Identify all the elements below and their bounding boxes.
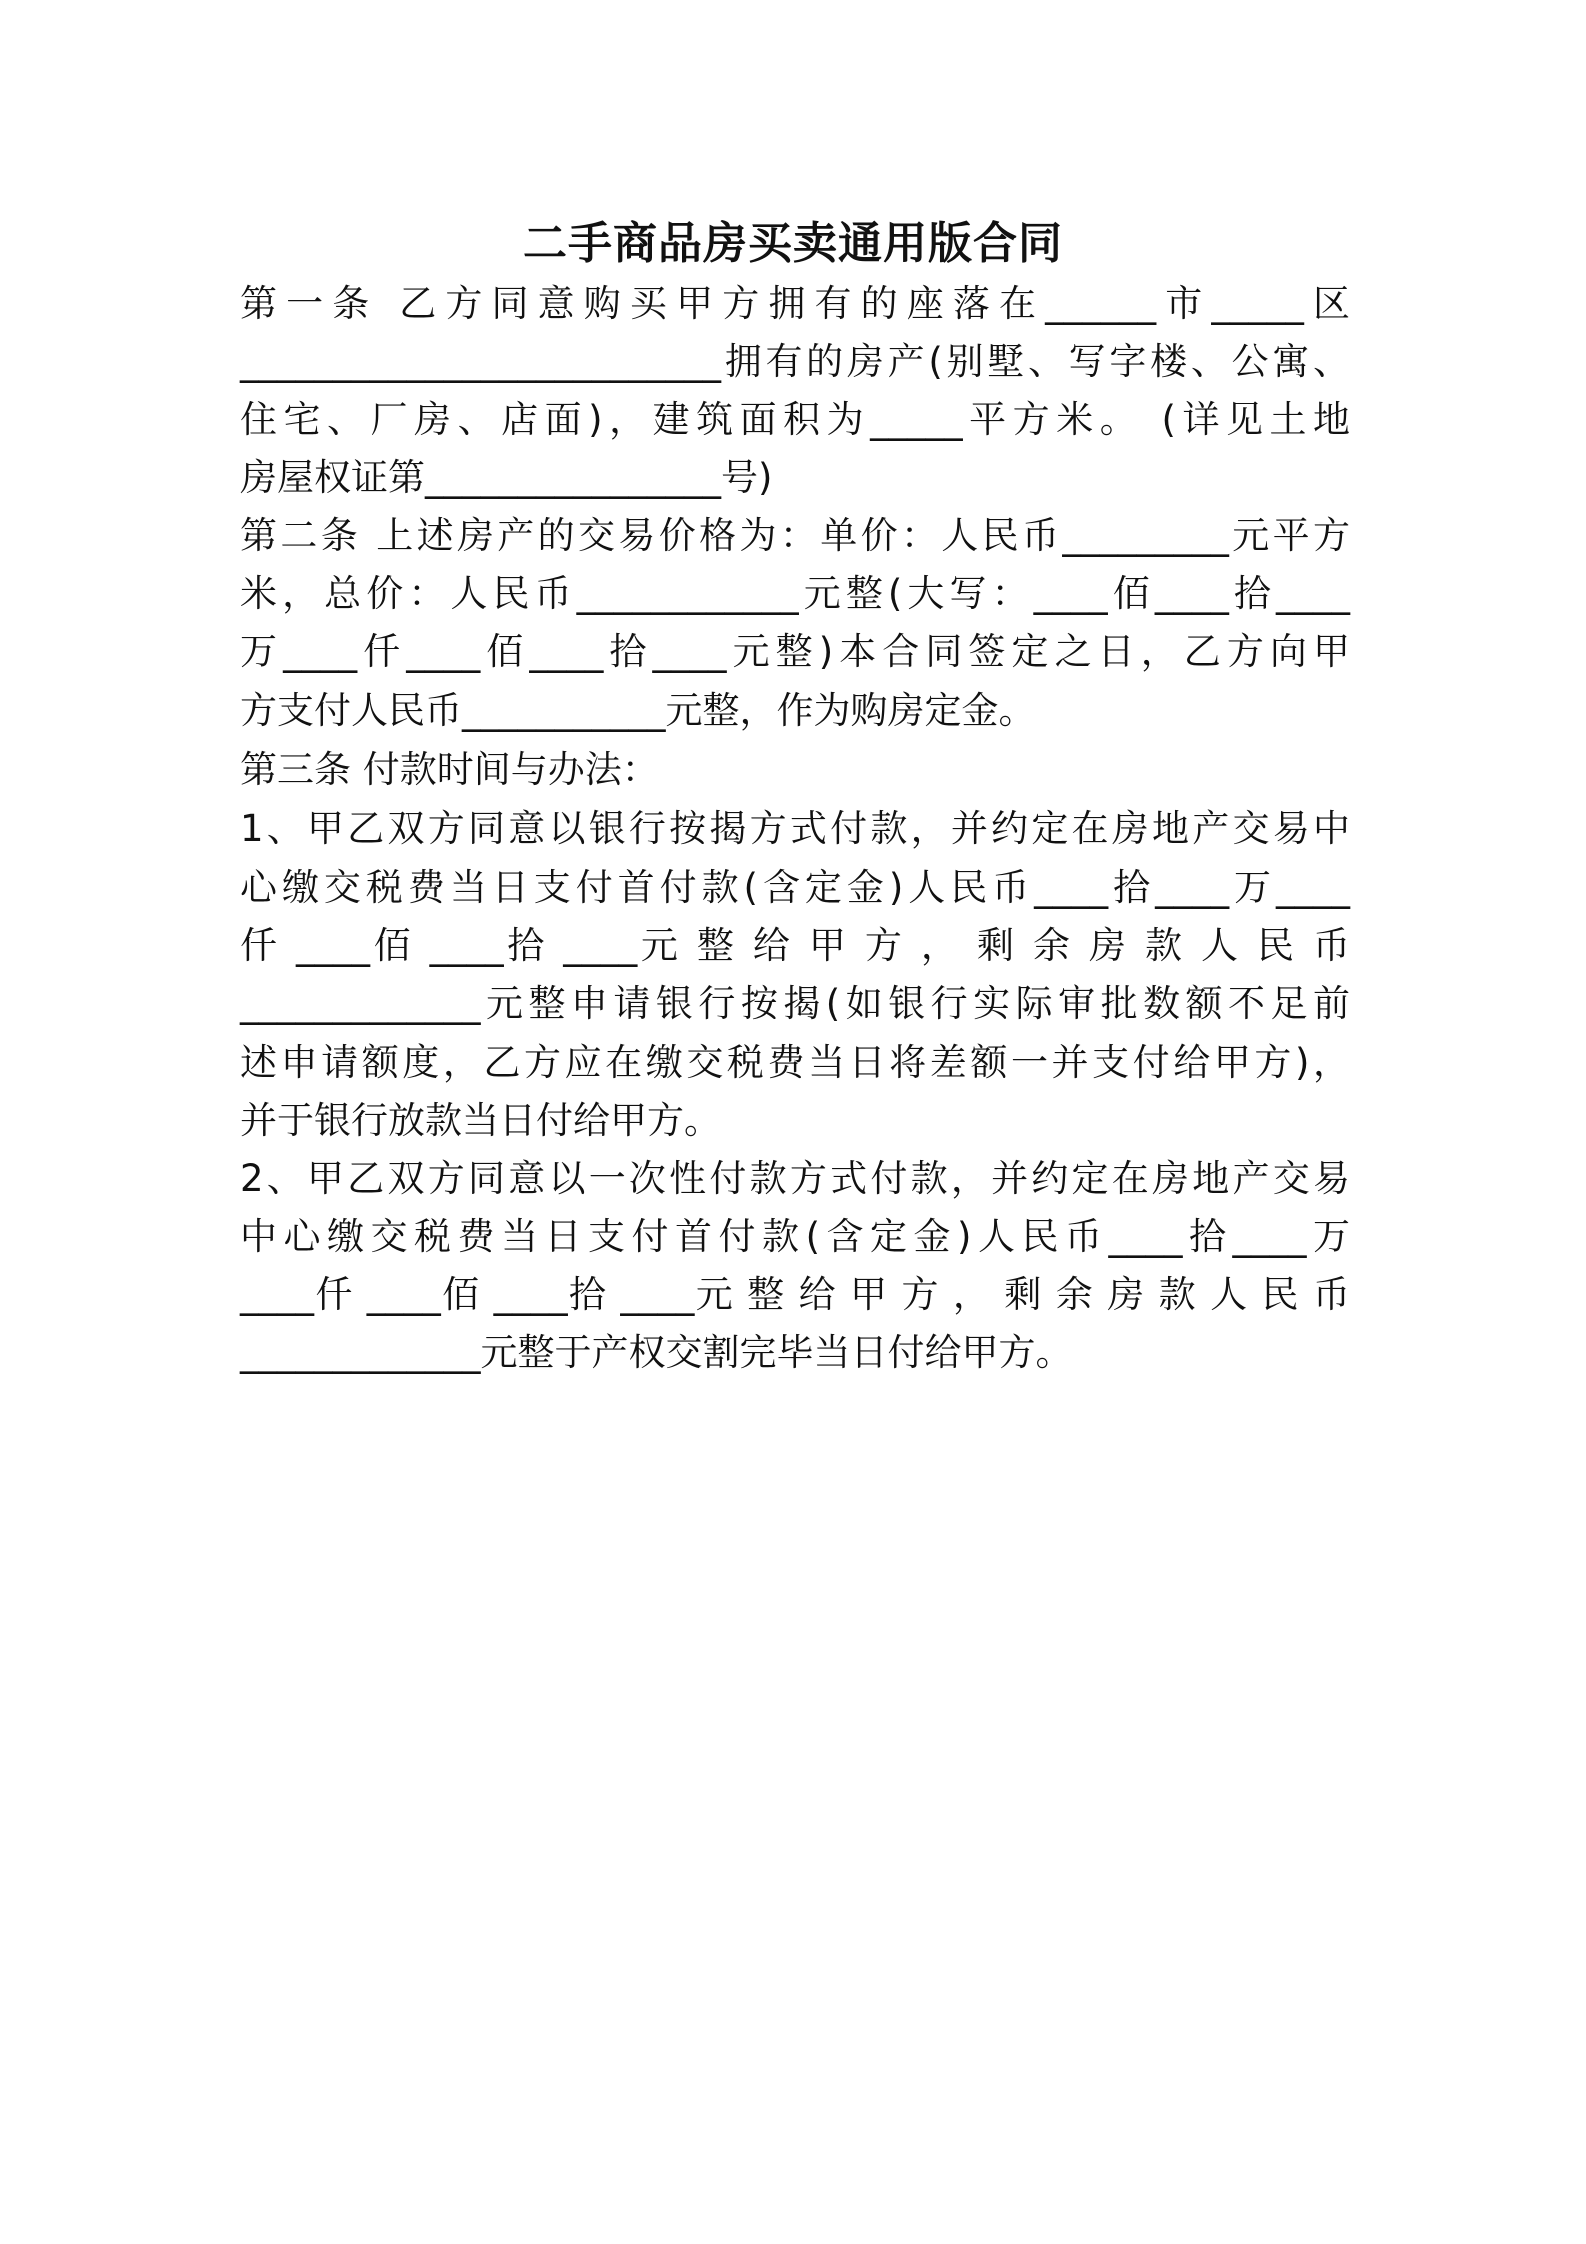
article-2-line-3: 万____仟____佰____拾____元整)本合同签定之日，乙方向甲 — [240, 630, 1350, 673]
clause-1-line-6: 并于银行放款当日付给甲方。 — [240, 1099, 721, 1142]
clause-2-line-1: 2、甲乙双方同意以一次性付款方式付款，并约定在房地产交易 — [240, 1157, 1350, 1200]
clause-1-line-4: _____________元整申请银行按揭(如银行实际审批数额不足前 — [240, 982, 1350, 1025]
article-2-line-2: 米，总价：人民币____________元整(大写：____佰____拾____ — [240, 572, 1350, 615]
article-1-line-4: 房屋权证第________________号) — [240, 456, 773, 499]
clause-1-line-5: 述申请额度，乙方应在缴交税费当日将差额一并支付给甲方)， — [240, 1041, 1350, 1084]
clause-2-line-3: ____仟 ____佰 ____拾 ____元 整 给 甲 方 ， 剩 余 房 款 人 民 币 — [240, 1273, 1350, 1316]
clause-1-line-1: 1、甲乙双方同意以银行按揭方式付款，并约定在房地产交易中 — [240, 807, 1350, 850]
article-1-line-3: 住宅、厂房、店面)，建筑面积为_____平方米。 (详见土地 — [240, 398, 1350, 441]
article-3-heading: 第三条 付款时间与办法： — [240, 748, 659, 791]
clause-2-line-4: _____________元整于产权交割完毕当日付给甲方。 — [240, 1331, 1073, 1374]
document-title: 二手商品房买卖通用版合同 — [523, 218, 1063, 269]
clause-1-line-2: 心缴交税费当日支付首付款(含定金)人民币____拾____万____ — [240, 866, 1350, 909]
clause-2-line-2: 中心缴交税费当日支付首付款(含定金)人民币____拾____万 — [240, 1215, 1350, 1258]
clause-1-line-3: 仟 ____佰 ____拾 ____元 整 给 甲 方 ， 剩 余 房 款 人 民 币 — [240, 924, 1350, 967]
article-1-line-1: 第一条 乙方同意购买甲方拥有的座落在______市_____区 — [240, 282, 1350, 325]
article-1-line-2: __________________________拥有的房产(别墅、写字楼、公寓、 — [240, 340, 1350, 383]
article-2-line-1: 第二条 上述房产的交易价格为：单价：人民币_________元平方 — [240, 514, 1350, 557]
article-2-line-4: 方支付人民币___________元整，作为购房定金。 — [240, 689, 1036, 732]
